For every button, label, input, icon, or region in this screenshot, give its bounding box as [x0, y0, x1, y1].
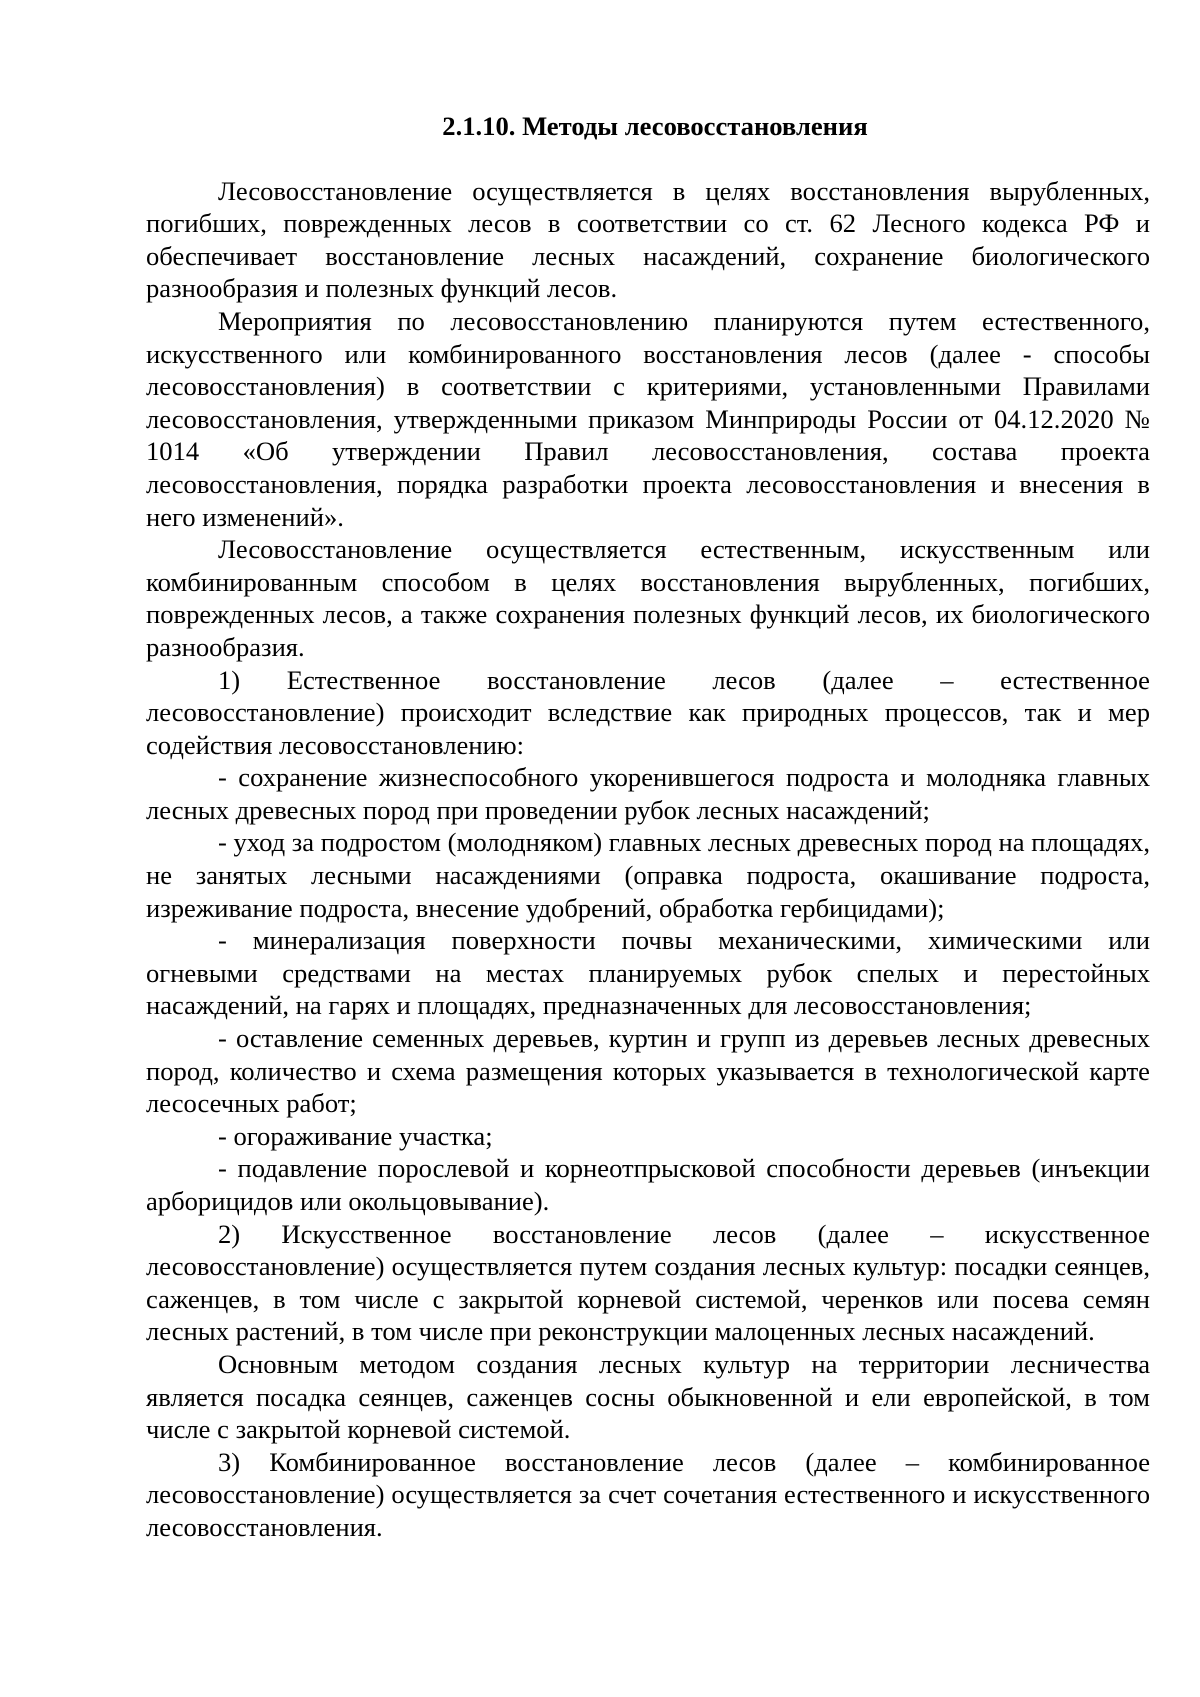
list-item-suppression: - подавление порослевой и корнеотпрысковой способности деревьев (инъекции арборицидов или окольцовывание). [146, 1153, 1150, 1216]
list-item-seed-trees: - оставление семенных деревьев, куртин и групп из деревьев лесных древесных пород, количество и схема размещения которых указывается в технологической карте лесосечных работ; [146, 1023, 1150, 1119]
paragraph-planning: Мероприятия по лесовосстановлению планируются путем естественного, искусственного или комбинированного восстановления лесов (далее - способы лесовосстановления) в соответствии с критериями, установленными Правилами лесовосстановления, утвержденными приказом Минприроды России от 04.12.2020 № 1014 «Об утверждении Правил лесовосстановления, состава проекта лесовосстановления, порядка разработки проекта лесовосстановления и внесения в него изменений». [146, 305, 1150, 532]
list-item-fencing: - огораживание участка; [218, 1120, 493, 1151]
document-page [146, 110, 1150, 1544]
paragraph-intro: Лесовосстановление осуществляется в целях восстановления вырубленных, погибших, поврежденных лесов в соответствии со ст. 62 Лесного кодекса РФ и обеспечивает восстановление лесных насаждений, сохранение биологического разнообразия и полезных функций лесов. [146, 175, 1150, 304]
paragraph-natural: 1) Естественное восстановление лесов (далее – естественное лесовосстановление) происходит вследствие как природных процессов, так и мер содействия лесовосстановлению: [146, 664, 1150, 760]
list-item-care: - уход за подростом (молодняком) главных лесных древесных пород на площадях, не занятых лесными насаждениями (оправка подроста, окашивание подроста, изреживание подроста, внесение удобрений, обработка гербицидами); [146, 827, 1150, 923]
paragraph-methods: Лесовосстановление осуществляется естественным, искусственным или комбинированным способом в целях восстановления вырубленных, погибших, поврежденных лесов, а также сохранения полезных функций лесов, их биологического разнообразия. [146, 534, 1150, 662]
document-body [146, 175, 1150, 1544]
list-item-undergrowth: - сохранение жизнеспособного укоренившегося подроста и молодняка главных лесных древесных пород при проведении рубок лесных насаждений; [146, 762, 1150, 825]
paragraph-combined: 3) Комбинированное восстановление лесов (далее – комбинированное лесовосстановление) осуществляется за счет сочетания естественного и искусственного лесовосстановления. [146, 1446, 1150, 1542]
section-title: 2.1.10. Методы лесовосстановления [442, 111, 868, 141]
paragraph-artificial: 2) Искусственное восстановление лесов (далее – искусственное лесовосстановление) осуществляется путем создания лесных культур: посадки сеянцев, саженцев, в том числе с закрытой корневой системой, черенков или посева семян лесных растений, в том числе при реконструкции малоценных лесных насаждений. [146, 1218, 1150, 1347]
list-item-mineralization: - минерализация поверхности почвы механическими, химическими или огневыми средствами на местах планируемых рубок спелых и перестойных насаждений, на гарях и площадях, предназначенных для лесовосстановления; [146, 925, 1150, 1021]
paragraph-main-method: Основным методом создания лесных культур на территории лесничества является посадка сеянцев, саженцев сосны обыкновенной и ели европейской, в том числе с закрытой корневой системой. [146, 1348, 1150, 1445]
